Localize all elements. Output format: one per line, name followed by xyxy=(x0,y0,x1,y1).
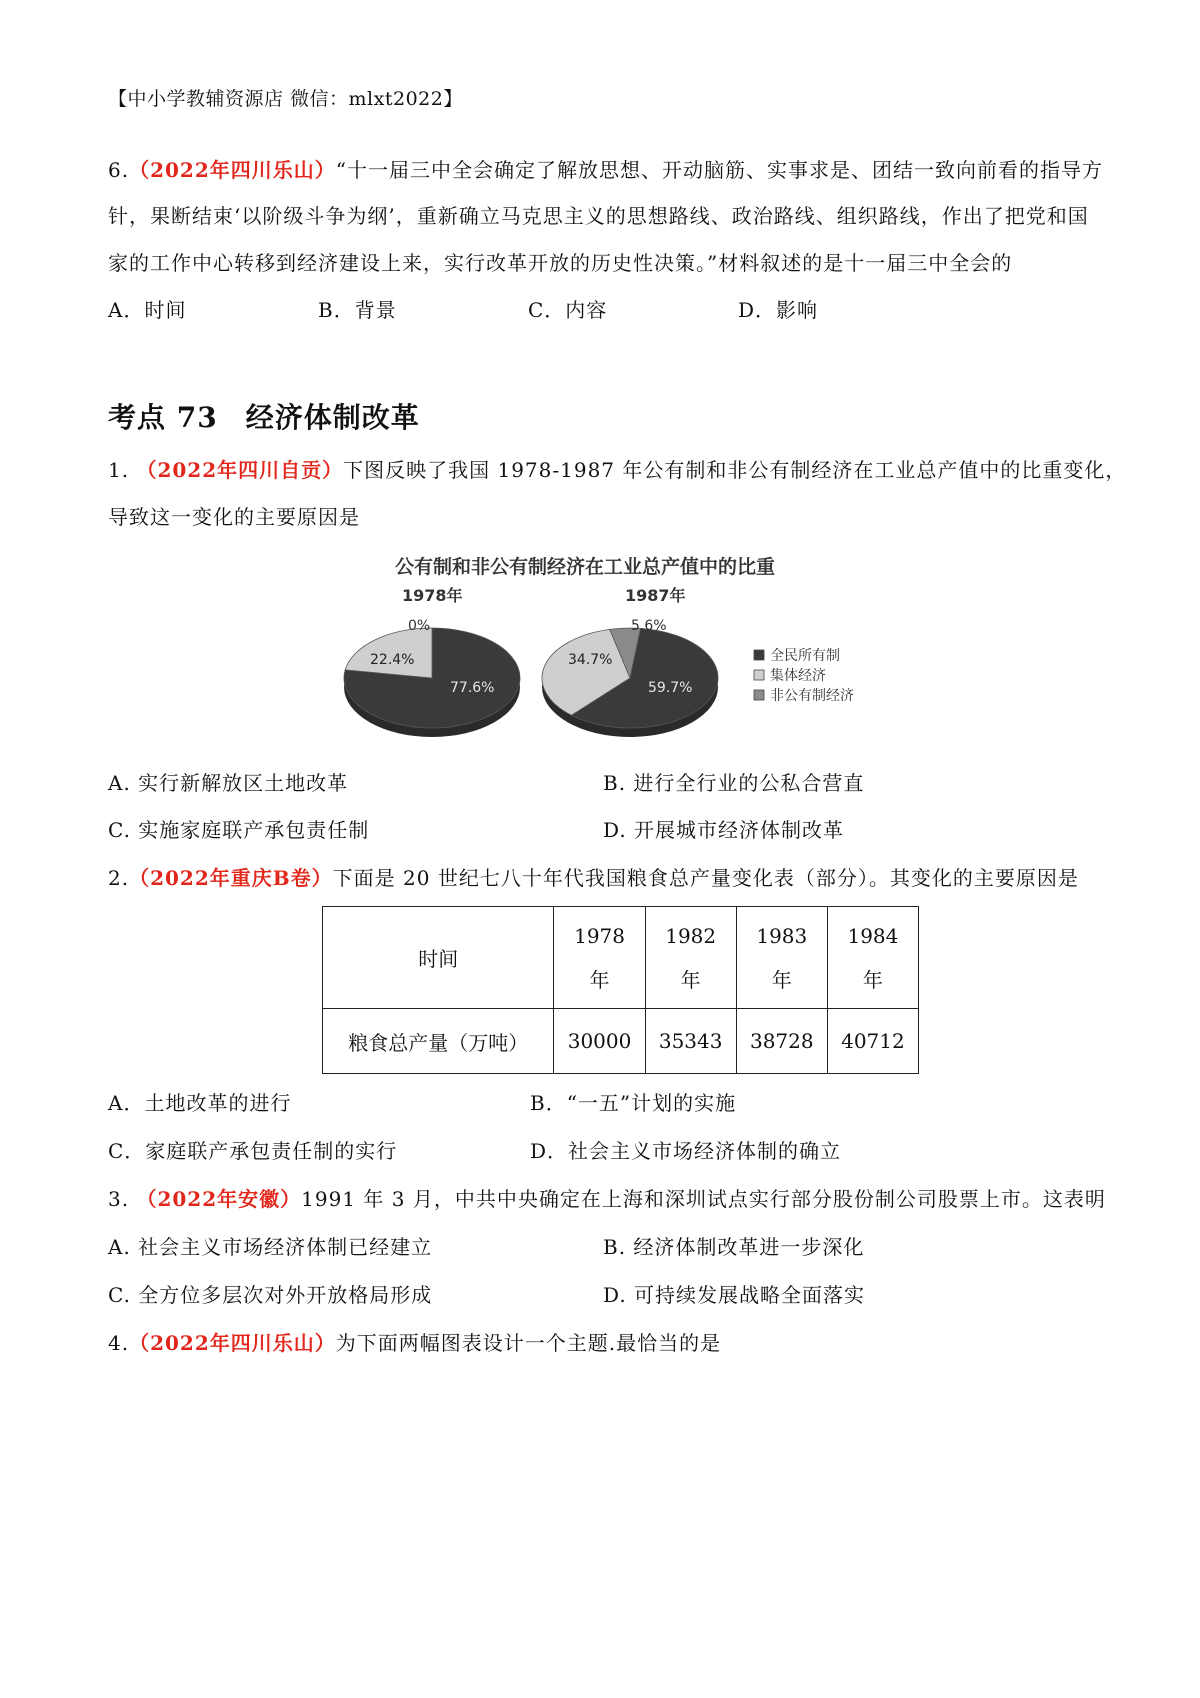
section-title xyxy=(108,396,420,436)
question-4-line-1 xyxy=(108,1328,721,1358)
q3-option-b[interactable]: B. 经济体制改革进一步深化 xyxy=(603,1235,865,1259)
q1-option-c[interactable]: C. 实施家庭联产承包责任制 xyxy=(108,818,370,842)
question-text: “十一届三中全会确定了解放思想、开动脑筋、实事求是、团结一致向前看的指导方 xyxy=(335,158,1103,182)
question-source: （2022年四川乐山） xyxy=(129,158,336,182)
slice-label: 22.4% xyxy=(370,652,415,668)
question-source: （2022年四川自贡） xyxy=(136,458,344,482)
q2-option-b[interactable]: B．“一五”计划的实施 xyxy=(530,1091,737,1115)
question-number: 4. xyxy=(108,1331,130,1355)
question-number: 1. xyxy=(108,458,130,482)
slice-label: 0% xyxy=(408,618,431,634)
question-source: （2022年四川乐山） xyxy=(129,1331,336,1355)
legend-swatch xyxy=(754,650,764,660)
pie-year-label: 1978年 xyxy=(402,586,463,605)
slice-label: 77.6% xyxy=(450,680,495,696)
question-1-line-1 xyxy=(108,455,1126,485)
legend-swatch xyxy=(754,670,764,680)
question-text: 下图反映了我国 1978-1987 年公有制和非公有制经济在工业总产值中的比重变化， xyxy=(343,458,1127,482)
table-value-cell: 35343 xyxy=(645,1009,736,1074)
question-source: （2022年安徽） xyxy=(136,1187,302,1211)
question-number: 6. xyxy=(108,158,130,182)
table-value-cell: 40712 xyxy=(827,1009,918,1074)
question-6-line-3: 家的工作中心转移到经济建设上来，实行改革开放的历史性决策。”材料叙述的是十一届三中全会的 xyxy=(108,251,1013,275)
slice-label: 59.7% xyxy=(648,680,693,696)
q6-option-c[interactable]: C．内容 xyxy=(528,298,608,322)
q6-option-b[interactable]: B．背景 xyxy=(318,298,397,322)
legend-swatch xyxy=(754,690,764,700)
legend-item: 全民所有制 xyxy=(770,648,840,664)
question-6-line-1 xyxy=(108,155,1103,185)
table-year-cell: 1982 年 xyxy=(645,907,736,1009)
table-year-cell: 1984 年 xyxy=(827,907,918,1009)
question-3-line-1 xyxy=(108,1184,1106,1214)
section-title-number: 考点 73 xyxy=(108,401,218,434)
q2-option-a[interactable]: A．土地改革的进行 xyxy=(108,1091,292,1115)
question-number: 2. xyxy=(108,866,130,890)
legend-item: 非公有制经济 xyxy=(770,688,854,704)
q6-option-d[interactable]: D．影响 xyxy=(738,298,819,322)
question-number: 3. xyxy=(108,1187,130,1211)
question-source: （2022年重庆B卷） xyxy=(129,866,333,890)
table-header-label: 时间 xyxy=(323,907,554,1009)
q6-option-a[interactable]: A．时间 xyxy=(108,298,187,322)
question-text: 1991 年 3 月，中共中央确定在上海和深圳试点实行部分股份制公司股票上市。这表明 xyxy=(301,1187,1106,1211)
question-6-line-2: 针，果断结束‘以阶级斗争为纲’，重新确立马克思主义的思想路线、政治路线、组织路线，作出了把党和国 xyxy=(108,204,1089,228)
slice-label: 34.7% xyxy=(568,652,613,668)
legend-item: 集体经济 xyxy=(770,668,826,684)
question-1-line-2: 导致这一变化的主要原因是 xyxy=(108,505,360,529)
q3-option-d[interactable]: D. 可持续发展战略全面落实 xyxy=(603,1283,866,1307)
q3-option-a[interactable]: A. 社会主义市场经济体制已经建立 xyxy=(108,1235,433,1259)
q3-option-c[interactable]: C. 全方位多层次对外开放格局形成 xyxy=(108,1283,433,1307)
table-row-label: 粮食总产量（万吨） xyxy=(323,1009,554,1074)
q1-option-d[interactable]: D. 开展城市经济体制改革 xyxy=(603,818,845,842)
slice-label: 5.6% xyxy=(631,618,667,634)
table-year-cell: 1983 年 xyxy=(736,907,827,1009)
pie-year-label: 1987年 xyxy=(625,586,686,605)
question-2-line-1 xyxy=(108,863,1079,893)
question-text: 下面是 20 世纪七八十年代我国粮食总产量变化表（部分）。其变化的主要原因是 xyxy=(332,866,1079,890)
q1-option-b[interactable]: B. 进行全行业的公私合营直 xyxy=(603,771,865,795)
table-value-cell: 30000 xyxy=(554,1009,645,1074)
q2-option-c[interactable]: C．家庭联产承包责任制的实行 xyxy=(108,1139,398,1163)
table-year-cell: 1978 年 xyxy=(554,907,645,1009)
q2-option-d[interactable]: D．社会主义市场经济体制的确立 xyxy=(530,1139,842,1163)
page-header: 【中小学教辅资源店 微信：mlxt2022】 xyxy=(108,88,463,110)
question-text: 为下面两幅图表设计一个主题.最恰当的是 xyxy=(335,1331,722,1355)
pie-chart-figure xyxy=(340,548,880,758)
q1-option-a[interactable]: A. 实行新解放区土地改革 xyxy=(108,771,349,795)
chart-title: 公有制和非公有制经济在工业总产值中的比重 xyxy=(394,556,776,578)
section-title-text: 经济体制改革 xyxy=(245,401,420,434)
table-value-cell: 38728 xyxy=(736,1009,827,1074)
grain-output-table xyxy=(322,906,919,1074)
